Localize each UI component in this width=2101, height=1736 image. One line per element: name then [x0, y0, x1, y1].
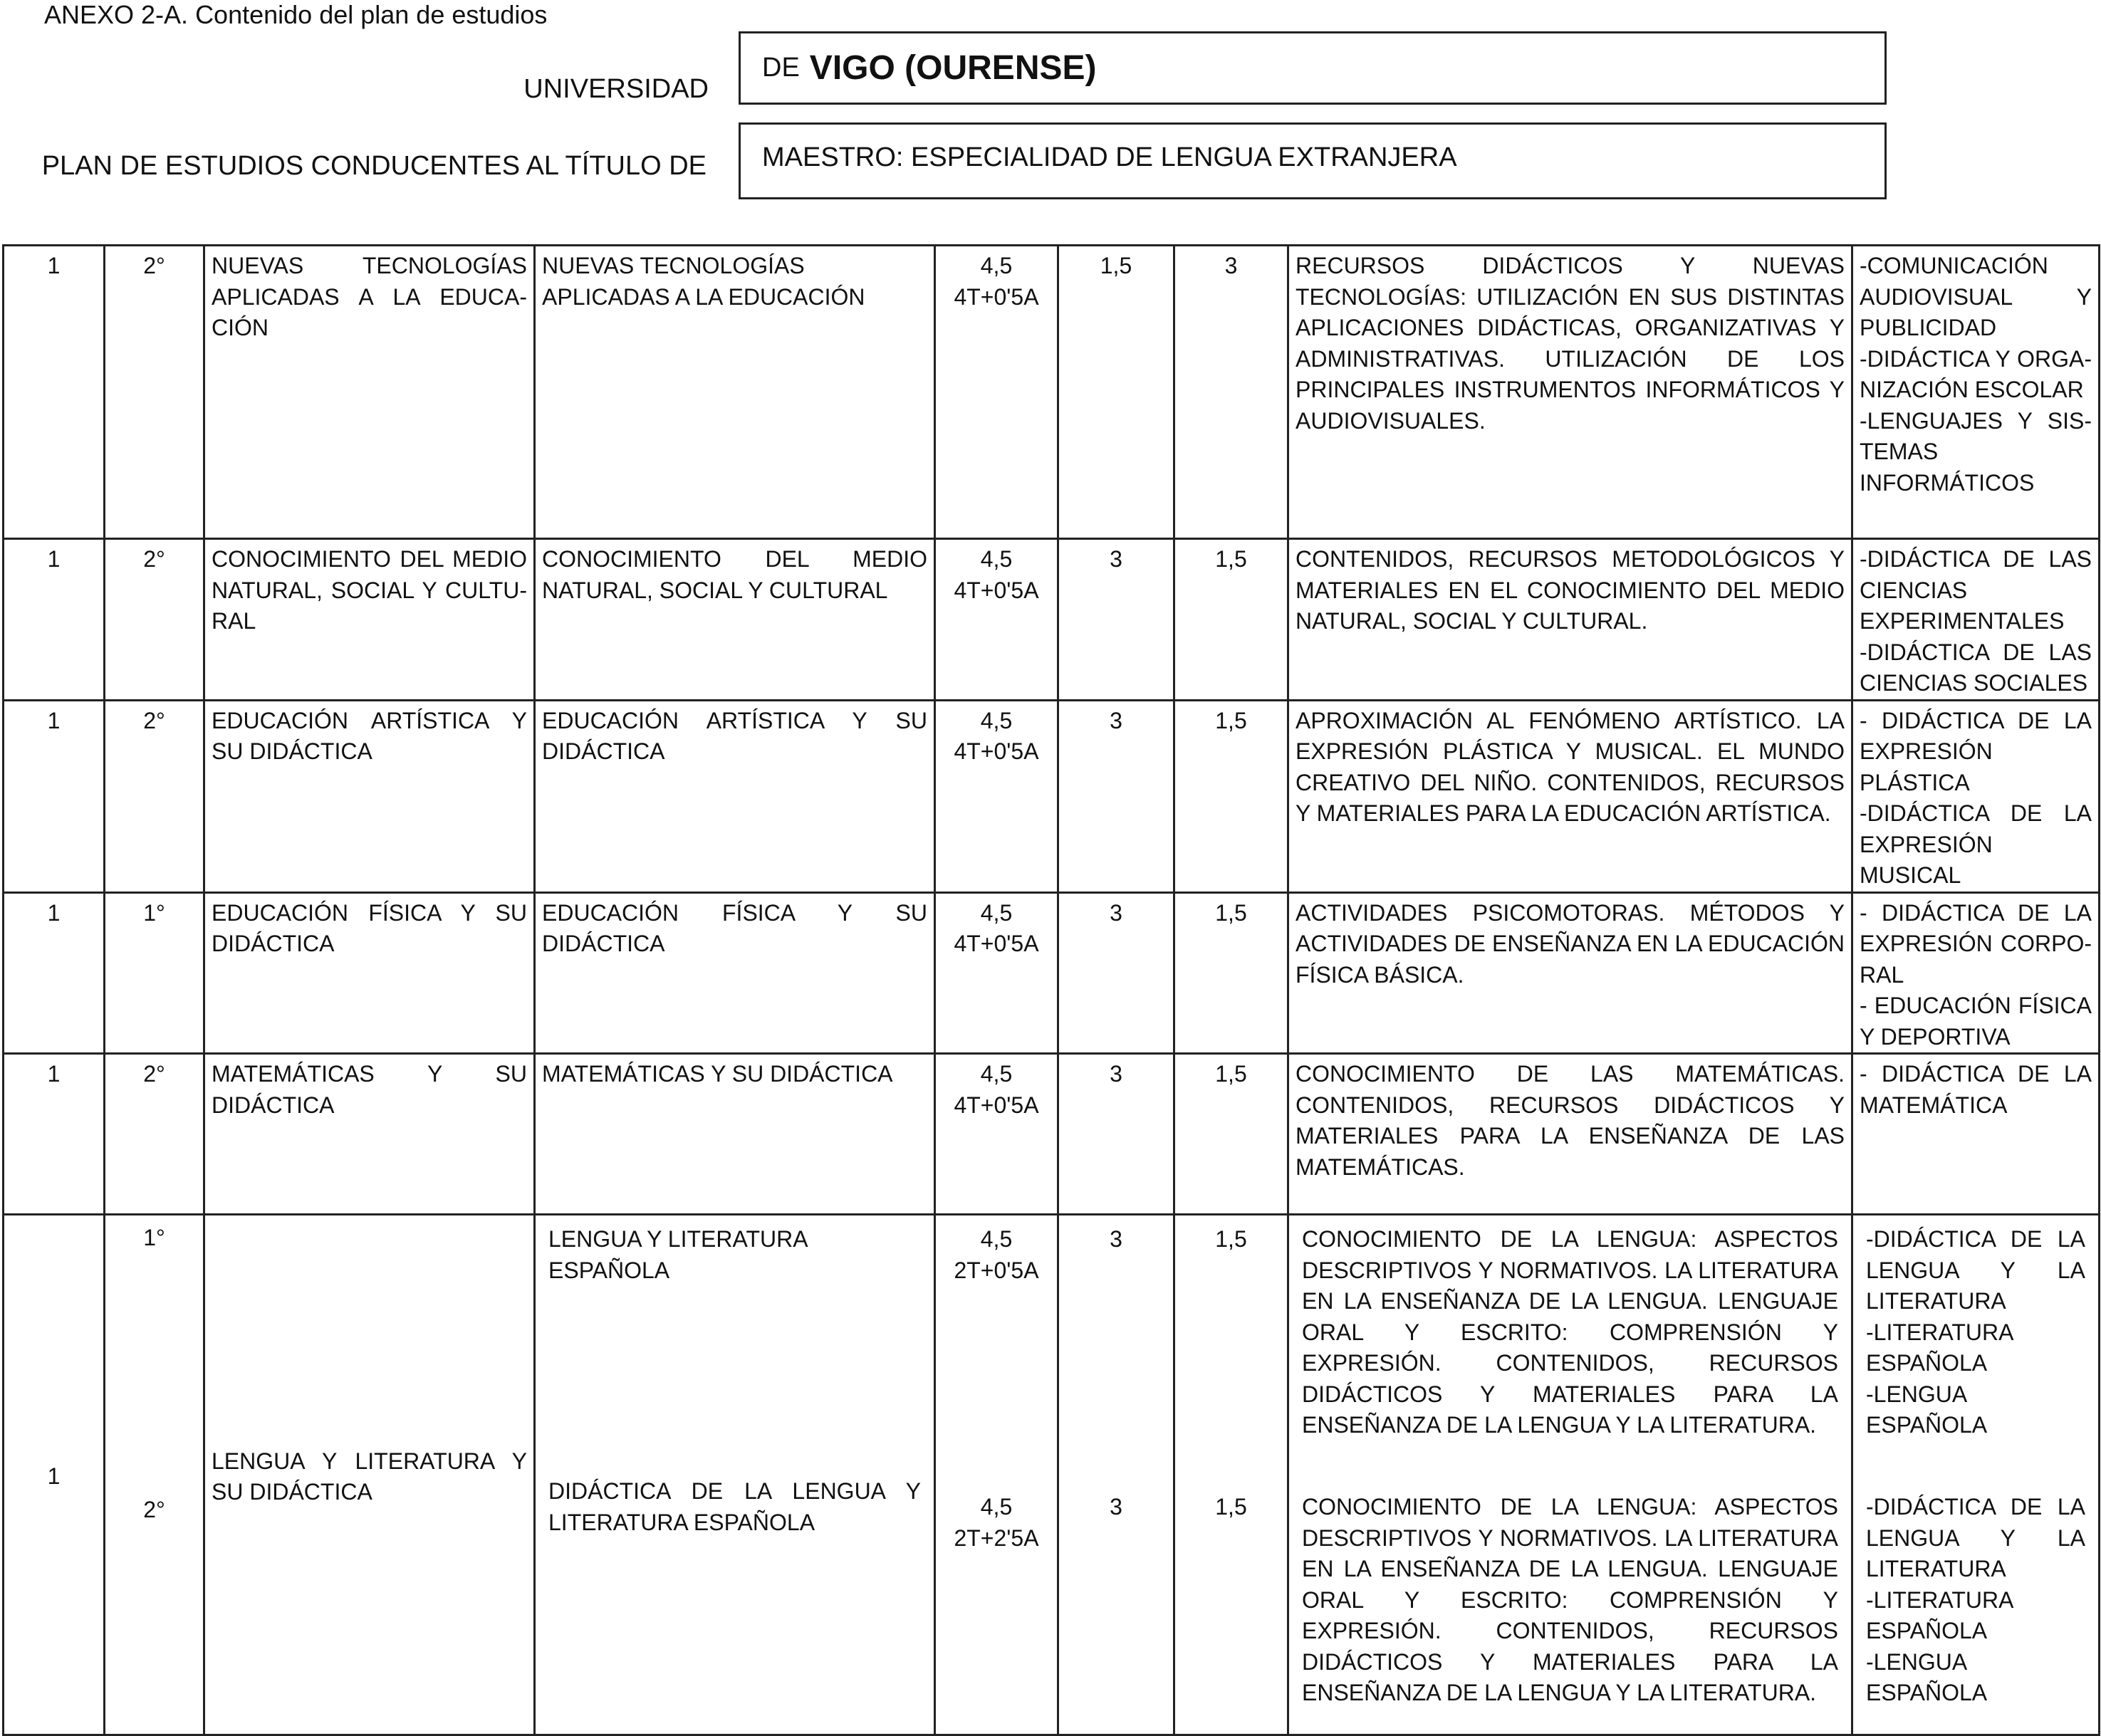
practice-credits-cell: 1,5 — [1174, 1054, 1288, 1215]
course-cell: 2° — [105, 539, 204, 701]
cycle-cell: 1 — [4, 1054, 105, 1215]
credits-total: 4,5 — [980, 253, 1013, 278]
area-item: - EDUCACIÓN FÍSICA Y DEPORTIVA — [1860, 993, 2092, 1050]
course-value: 1° — [143, 1225, 165, 1251]
table-row — [4, 539, 2100, 701]
descriptor-cell: APROXIMACIÓN AL FENÓMENO ARTÍSTICO. LA EXPRESIÓN PLÁSTICA Y MUSICAL. EL MUNDO CREATIVO DEL NIÑO. CONTENIDOS, RECURSOS Y MATERIALES PARA LA EDUCACIÓN ARTÍSTICA. — [1288, 700, 1852, 892]
subject-cell: MATEMÁTICAS Y SU DIDÁCTICA — [204, 1054, 535, 1215]
theory-credits-cell: 3 — [1058, 1054, 1174, 1215]
plan-label: PLAN DE ESTUDIOS CONDUCENTES AL TÍTULO DE — [41, 151, 707, 181]
practice-credits-cell — [1174, 1215, 1288, 1735]
practice-credits-cell: 3 — [1174, 246, 1288, 539]
table-row — [4, 246, 2100, 539]
university-name: VIGO (OURENSE) — [809, 49, 1097, 87]
area-item: - DIDÁCTICA DE LA EXPRESIÓN CORPO-RAL — [1860, 899, 2092, 988]
course-cell — [105, 1215, 204, 1735]
credits-cell — [935, 1215, 1058, 1735]
subject-cell: EDUCACIÓN ARTÍSTICA Y SU DIDÁCTICA — [204, 700, 535, 892]
course-name-cell: NUEVAS TECNOLOGÍAS APLICADAS A LA EDUCACIÓN — [535, 246, 935, 539]
area-item: - DIDÁCTICA DE LA MATEMÁTICA — [1860, 1061, 2092, 1118]
credits-total: 4,5 — [980, 1494, 1013, 1520]
areas-cell — [1852, 892, 2100, 1054]
course-name: DIDÁCTICA DE LA LENGUA Y LITERATURA ESPAÑOLA — [548, 1478, 921, 1535]
theory-credits-cell: 3 — [1058, 892, 1174, 1054]
credits-detail: 4T+0'5A — [954, 283, 1039, 310]
course-cell: 1° — [105, 892, 204, 1054]
table-row — [4, 892, 2100, 1054]
credits-detail: 2T+2'5A — [954, 1525, 1039, 1551]
credits-detail: 4T+0'5A — [954, 931, 1039, 957]
descriptor-cell: CONOCIMIENTO DE LAS MATEMÁTICAS. CONTENIDOS, RECURSOS DIDÁCTICOS Y MATERIALES PARA LA ENSEÑANZA DE LAS MATEMÁTICAS. — [1288, 1054, 1852, 1215]
cycle-cell: 1 — [4, 1215, 105, 1735]
area-item: -LENGUA ESPAÑOLA — [1866, 1648, 1988, 1706]
degree-box — [739, 122, 1887, 199]
descriptor-cell: ACTIVIDADES PSICOMOTORAS. MÉTODOS Y ACTIVIDADES DE ENSEÑANZA EN LA EDUCACIÓN FÍSICA BÁSICA. — [1288, 892, 1852, 1054]
areas-cell — [1852, 700, 2100, 892]
course-name-cell: EDUCACIÓN FÍSICA Y SU DIDÁCTICA — [535, 892, 935, 1054]
credits-detail: 4T+0'5A — [954, 1092, 1039, 1118]
area-item: -DIDÁCTICA Y ORGA-NIZACIÓN ESCOLAR — [1860, 345, 2092, 403]
descriptor-text: CONOCIMIENTO DE LA LENGUA: ASPECTOS DESCRIPTIVOS Y NORMATIVOS. LA LITERATURA EN LA ENSEÑANZA DE LA LENGUA. LENGUAJE ORAL Y ESCRITO: COMPRENSIÓN Y EXPRESIÓN. CONTENIDOS, RECURSOS DIDÁCTICOS Y MATERIALES PARA LA ENSEÑANZA DE LA LENGUA Y LA LITERATURA. — [1302, 1494, 1838, 1706]
credits-total: 4,5 — [980, 1061, 1013, 1087]
course-cell: 2° — [105, 1054, 204, 1215]
cycle-cell: 1 — [4, 539, 105, 701]
practice-credits-cell: 1,5 — [1174, 700, 1288, 892]
practice-credits: 1,5 — [1215, 1226, 1247, 1253]
area-item: -DIDÁCTICA DE LAS CIENCIAS SOCIALES — [1860, 639, 2092, 696]
cycle-cell: 1 — [4, 892, 105, 1054]
theory-credits: 3 — [1110, 1494, 1122, 1520]
area-item: -DIDÁCTICA DE LAS CIENCIAS EXPERIMENTALES — [1860, 546, 2092, 634]
areas-cell — [1852, 246, 2100, 539]
credits-total: 4,5 — [980, 546, 1013, 572]
course-cell: 2° — [105, 246, 204, 539]
credits-cell — [935, 246, 1058, 539]
subject-cell: LENGUA Y LITERATURA Y SU DIDÁCTICA — [204, 1215, 535, 1735]
practice-credits-cell: 1,5 — [1174, 539, 1288, 701]
area-item: -DIDÁCTICA DE LA LENGUA Y LA LITERATURA — [1866, 1226, 2085, 1314]
descriptor-text: CONOCIMIENTO DE LA LENGUA: ASPECTOS DESCRIPTIVOS Y NORMATIVOS. LA LITERATURA EN LA ENSEÑANZA DE LA LENGUA. LENGUAJE ORAL Y ESCRITO: COMPRENSIÓN Y EXPRESIÓN. CONTENIDOS, RECURSOS DIDÁCTICOS Y MATERIALES PARA LA ENSEÑANZA DE LA LENGUA Y LA LITERATURA. — [1302, 1226, 1838, 1438]
credits-total: 4,5 — [980, 1226, 1013, 1253]
area-item: -COMUNICACIÓN AUDIOVISUAL Y PUBLICIDAD — [1860, 253, 2092, 341]
credits-cell — [935, 1054, 1058, 1215]
table-row — [4, 700, 2100, 892]
area-item: -LENGUAJES Y SIS-TEMAS INFORMÁTICOS — [1860, 407, 2092, 496]
subject-cell: EDUCACIÓN FÍSICA Y SU DIDÁCTICA — [204, 892, 535, 1054]
annex-title: ANEXO 2-A. Contenido del plan de estudios — [44, 0, 548, 29]
credits-detail: 4T+0'5A — [954, 738, 1039, 765]
university-prefix: DE — [762, 53, 800, 83]
university-box — [739, 31, 1887, 105]
theory-credits-cell — [1058, 1215, 1174, 1735]
areas-cell — [1852, 539, 2100, 701]
descriptor-cell: RECURSOS DIDÁCTICOS Y NUEVAS TECNOLOGÍAS: UTILIZACIÓN EN SUS DISTINTAS APLICACIONES DIDÁCTICAS, ORGANIZATIVAS Y ADMINISTRATIVAS. UTILIZACIÓN DE LOS PRINCIPALES INSTRUMENTOS INFORMÁTICOS Y AUDIOVISUALES. — [1288, 246, 1852, 539]
course-cell: 2° — [105, 700, 204, 892]
area-item: -LENGUA ESPAÑOLA — [1866, 1381, 1988, 1438]
credits-detail: 4T+0'5A — [954, 577, 1039, 603]
areas-cell — [1852, 1215, 2100, 1735]
theory-credits: 3 — [1110, 1226, 1122, 1253]
course-name-cell: MATEMÁTICAS Y SU DIDÁCTICA — [535, 1054, 935, 1215]
theory-credits-cell: 1,5 — [1058, 246, 1174, 539]
subject-cell: CONOCIMIENTO DEL MEDIO NATURAL, SOCIAL Y CULTU-RAL — [204, 539, 535, 701]
theory-credits-cell: 3 — [1058, 700, 1174, 892]
cycle-cell: 1 — [4, 700, 105, 892]
cycle-cell: 1 — [4, 246, 105, 539]
practice-credits-cell: 1,5 — [1174, 892, 1288, 1054]
theory-credits-cell: 3 — [1058, 539, 1174, 701]
descriptor-cell: CONTENIDOS, RECURSOS METODOLÓGICOS Y MATERIALES EN EL CONOCIMIENTO DEL MEDIO NATURAL, SOCIAL Y CULTURAL. — [1288, 539, 1852, 701]
credits-cell — [935, 892, 1058, 1054]
areas-cell — [1852, 1054, 2100, 1215]
table-row — [4, 1215, 2100, 1735]
course-value: 2° — [143, 1497, 165, 1523]
table-row — [4, 1054, 2100, 1215]
study-plan-table — [2, 244, 2100, 1736]
credits-detail: 2T+0'5A — [954, 1257, 1039, 1283]
practice-credits: 1,5 — [1215, 1494, 1247, 1520]
course-name: LENGUA Y LITERATURA ESPAÑOLA — [548, 1226, 807, 1283]
course-name-cell — [535, 1215, 935, 1735]
credits-cell — [935, 700, 1058, 892]
area-item: - DIDÁCTICA DE LA EXPRESIÓN PLÁSTICA — [1860, 707, 2092, 795]
credits-total: 4,5 — [980, 707, 1013, 733]
descriptor-cell — [1288, 1215, 1852, 1735]
area-item: -LITERATURA ESPAÑOLA — [1866, 1319, 2014, 1376]
course-name-cell: EDUCACIÓN ARTÍSTICA Y SU DIDÁCTICA — [535, 700, 935, 892]
credits-cell — [935, 539, 1058, 701]
area-item: -LITERATURA ESPAÑOLA — [1866, 1586, 2014, 1644]
degree-title: MAESTRO: ESPECIALIDAD DE LENGUA EXTRANJERA — [762, 142, 1457, 172]
area-item: -DIDÁCTICA DE LA LENGUA Y LA LITERATURA — [1866, 1494, 2085, 1582]
area-item: -DIDÁCTICA DE LA EXPRESIÓN MUSICAL — [1860, 800, 2092, 889]
credits-total: 4,5 — [980, 899, 1013, 926]
university-label: UNIVERSIDAD — [523, 74, 709, 104]
subject-cell: NUEVAS TECNOLOGÍAS APLICADAS A LA EDUCA-CIÓN — [204, 246, 535, 539]
course-name-cell: CONOCIMIENTO DEL MEDIO NATURAL, SOCIAL Y CULTURAL — [535, 539, 935, 701]
